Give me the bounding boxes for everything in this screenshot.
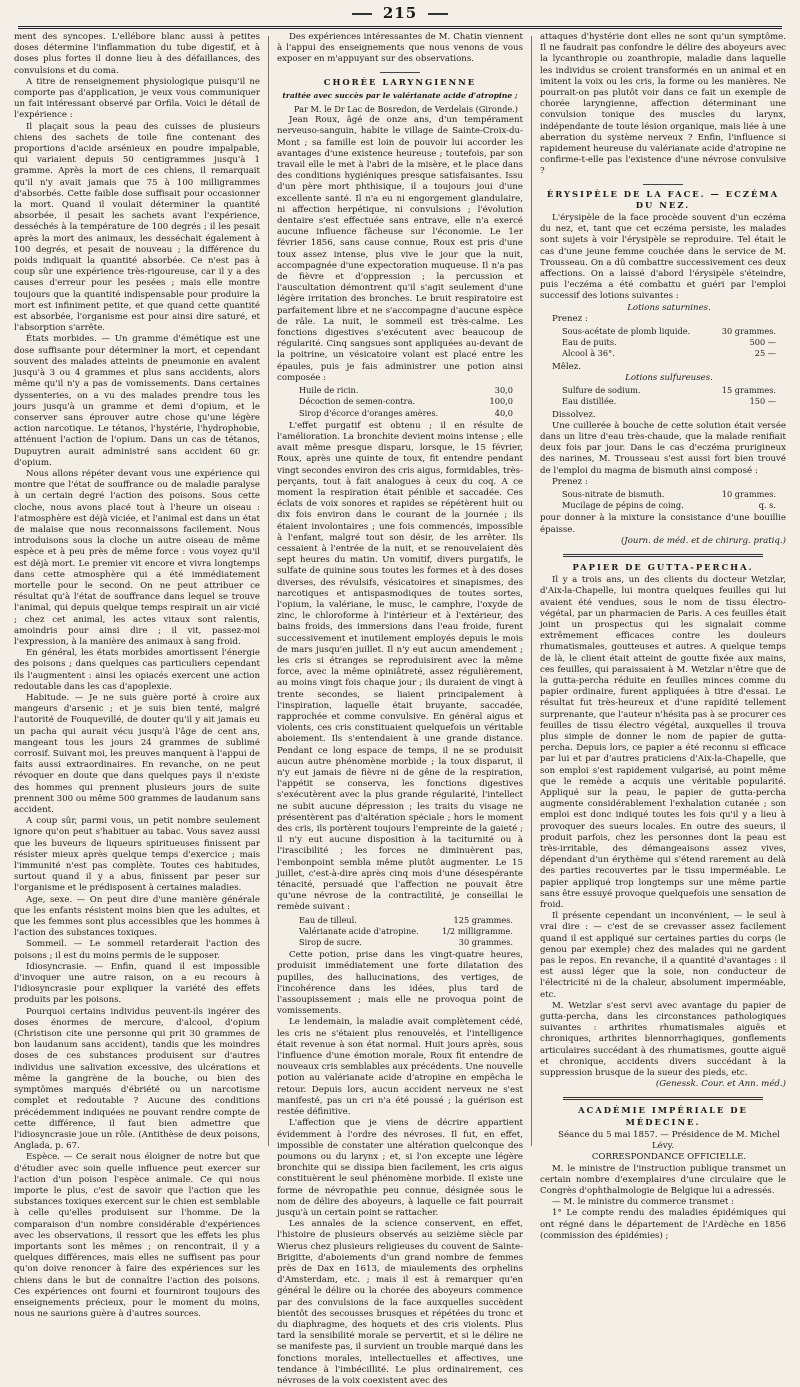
recipe-list [562, 326, 786, 360]
article-title: ÉRYSIPÈLE DE LA FACE. — ECZÉMA DU NEZ. [546, 188, 780, 210]
recipe-list [562, 489, 786, 511]
paragraph: Age, sexe. — On peut dire d'une manière générale que les enfants résistent moins bien que les adultes, et que les femmes sont plus accessibles que les hommes à l'action des substances toxiques. [14, 894, 260, 939]
recipe-title: Lotions sulfureuses. [625, 372, 713, 383]
paragraph: Jean Roux, âgé de onze ans, d'un tempérament nerveuso-sanguin, habite le village de Sainte-Croix-du-Mont ; sa famille est loin de pouvoir lui accorder les avantages d'une existence heureuse ; toutefois, par son travail elle le met à l'abri de la misère, et le place dans des conditions hygiéniques presque satisfaisantes. Issu d'un père mort phthisique, il a toujours joui d'une excellente santé. Il n'a eu ni engorgement glandulaire, ni affection herpétique, ni convulsions ; l'évolution dentaire s'est effectuée sans entrave, elle n'a exercé aucune influence fâcheuse sur l'économie. Le 1er février 1856, sans cause connue, Roux est pris d'une toux assez intense, plus vive le jour que la nuit, accompagnée d'une expectoration muqueuse. Il n'a pas de fièvre et d'oppression ; la percussion et l'auscultation démontrent qu'il s'agit seulement d'une légère irritation des bronches. Le bruit respiratoire est parfaitement libre et ne s'accompagne d'aucune espèce de râle. La nuit, le sommeil est très-calme. Les fonctions digestives s'exécutent avec beaucoup de régularité. Cinq sangsues sont appliquées au-devant de la poitrine, un vésicatoire volant est placé entre les épaules, puis je fais administrer une potion ainsi composée : [277, 115, 523, 383]
article-title: ACADÉMIE IMPÉRIALE DE MÉDECINE. [578, 1105, 748, 1127]
article-title: CHORÉE LARYNGIENNE [323, 76, 477, 87]
paragraph: — M. le ministre du commerce transmet : [552, 1197, 734, 1208]
recipe-row: Sirop d'écorce d'oranges amères. 40,0 [299, 407, 513, 418]
paragraph: Des expériences intéressantes de M. Chatin viennent à l'appui des enseignements que nous venons de vous exposer en m'appuyant sur des observations. [277, 32, 523, 65]
recipe-label: Mêlez. [552, 361, 581, 372]
section-rule [643, 184, 683, 185]
paragraph: A coup sûr, parmi vous, un petit nombre seulement ignore qu'on peut s'habituer au tabac. Vous savez aussi que les buveurs de liqueurs spiritueuses finissent par résister mieux après quelque temps d'exercice ; mais l'immunité n'est pas complète. Toutes ces habitudes, surtout quand il y a abus, finissent par peser sur l'organisme et le prédisposent à certaines maladies. [14, 816, 260, 894]
source-citation: (Genessk. Cour. et Ann. méd.) [655, 1079, 786, 1090]
paragraph: Habitude. — Je ne suis guère porté à croire aux mangeurs d'arsenic ; et je suis bien tenté, malgré l'autorité de Fouquevillé, de douter qu'il y ait jamais eu un pacha qui aurait vécu jusqu'à l'âge de cent ans, mangeant tous les jours 24 grammes de sublimé corrosif. Suivant moi, les preuves manquent à l'appui de faits aussi extraordinaires. En revanche, on ne peut révoquer en doute que dans quelques pays il n'existe des hommes qui prennent plusieurs jours de suite prennent 300 ou même 500 grammes de laudanum sans accident. [14, 692, 260, 816]
paragraph: Pourquoi certains individus peuvent-ils ingérer des doses énormes de mercure, d'alcool, d'opium (Christison cite une personne qui prit 30 grammes de bon laudanum sans accident), tandis que les moindres doses de ces substances produisent sur d'autres individus une salivation excessive, des ulcérations et même la gangrène de la bouche, ou bien des symptômes marqués d'ébriété ou un narcotisme complet et redoutable ? Aucune des conditions précédemment indiquées ne pouvant rendre compte de cette différence, il faut bien admettre que l'idiosyncrasie joue un rôle. (Antithèse de deux poisons, Anglada, p. 67. [14, 1006, 260, 1152]
section-rule [563, 1097, 763, 1100]
column-2 [277, 32, 523, 1386]
paragraph: Sommeil. — Le sommeil retarderait l'action des poisons ; il est du moins permis de le supposer. [14, 939, 260, 961]
paragraph: 1° Le compte rendu des maladies épidémiques qui ont régné dans le département de l'Ardèche en 1856 (commission des épidémies) ; [540, 1208, 786, 1241]
paragraph: A titre de renseignement physiologique puisqu'il ne comporte pas d'application, je veux vous communiquer un fait intéressant observé par Orfila. Voici le détail de l'expérience : [14, 76, 260, 121]
recipe-row: Eau de tilleul. 125 grammes. [299, 914, 513, 925]
paragraph: Nous allons répéter devant vous une expérience qui montre que l'état de souffrance ou de maladie paralyse à un certain degré l'action des poisons. Sous cette cloche, nous avons placé tout à l'heure un oiseau : l'atmosphère est déjà viciée, et l'animal est dans un état de malaise que nous reconnaissons facilement. Nous introduisons sous la cloche un autre oiseau de même espèce et à peu près de même force : vous voyez qu'il est déjà mort. Le premier vit encore et vivra longtemps dans cette atmosphère qui a été immédiatement mortelle pour le second. On ne peut attribuer ce résultat qu'à l'état de souffrance dans lequel se trouve l'animal, qui depuis quelque temps respirait un air vicié ; chez cet animal, les actes vitaux sont ralentis, amoindris pour ainsi dire ; il vit, passez-moi l'expression, à la manière des animaux à sang froid. [14, 468, 260, 647]
article-subtitle: traitée avec succès par le valérianate acide d'atropine ; [282, 90, 518, 100]
section-rule [380, 72, 420, 73]
paragraph: Cette potion, prise dans les vingt-quatre heures, produisit immédiatement une forte dilatation des pupilles, des hallucinations, des vertiges, de l'incohérence dans les idées, plus tard de l'assoupissement ; mais elle ne provoqua point de vomissements. [277, 950, 523, 1017]
paragraph: M. le ministre de l'instruction publique transmet un certain nombre d'exemplaires d'une circulaire que le Congrès d'ophthalmologie de Belgique lui a adressés. [540, 1163, 786, 1196]
paragraph: ment des syncopes. L'ellébore blanc aussi à petites doses détermine l'inflammation du tube digestif, et à doses plus fortes il donne lieu à des défaillances, des convulsions et du coma. [14, 32, 260, 76]
article-author: Par M. le Dr Lac de Bosredon, de Verdelais (Gironde.) [294, 104, 518, 115]
paragraph: pour donner à la mixture la consistance d'une bouillie épaisse. [540, 513, 786, 535]
recipe-list [299, 915, 523, 949]
paragraph: M. Wetzlar s'est servi avec avantage du papier de gutta-percha, dans les circonstances pathologiques suivantes : arthrites rhumatismales aiguës et chroniques, arthrites blennorrhagiques, gonflements articulaires succédant à des rhumatismes, goutte aiguë et chronique, accidents divers succédant à la suppression brusque de la sueur des pieds, etc. [540, 1000, 786, 1079]
column-divider [531, 36, 532, 1146]
recipe-row: Mucilage de pépins de coing. q. s. [562, 500, 776, 511]
recipe-row: Sous-acétate de plomb liquide. 30 grammes. [562, 326, 776, 337]
recipe-label: Prenez : [552, 476, 588, 487]
recipe-row: Sirop de sucre. 30 grammes. [299, 937, 513, 948]
header-rule [18, 26, 782, 29]
recipe-row: Décoction de semen-contra. 100,0 [299, 396, 513, 407]
recipe-label: Dissolvez. [552, 409, 596, 420]
paragraph: États morbides. — Un gramme d'émétique est une dose suffisante pour déterminer la mort, et cependant souvent des malades atteints de pneumonie en avalent jusqu'à 3 ou 4 grammes et plus sans accidents, alors même qu'il n'y a pas de vomissements. Dans certaines dyssenteries, on a vu des malades prendre tous les jours jusqu'à un gramme et demi d'opium, et le conserver sans éprouver autre chose qu'une légère action narcotique. Le tétanos, l'hystérie, l'hydrophobie, atténuent l'action de l'opium. Dans un cas de tétanos, Dupuytren aurait administré sans accident 60 gr. d'opium. [14, 334, 260, 468]
recipe-row: Valérianate acide d'atropine. 1/2 milligramme. [299, 925, 513, 936]
columns [14, 32, 786, 1386]
paragraph: Il présente cependant un inconvénient, — le seul à vrai dire : — c'est de se crevasser assez facilement quand il est appliqué sur certaines parties du corps (le genou par exemple) chez des malades qui ne gardent pas le repos. En revanche, il a quantité d'avantages : il est aussi léger que la soie, non conducteur de l'électricité ni de la chaleur, absolument imperméable, etc. [540, 911, 786, 1000]
recipe-row: Sulfure de sodium. 15 grammes. [562, 385, 776, 396]
paragraph: En général, les états morbides amortissent l'énergie des poisons ; dans quelques cas particuliers cependant ils l'augmentent : ainsi les opiacés exercent une action redoutable dans les cas d'apoplexie. [14, 648, 260, 692]
section-rule [563, 554, 763, 557]
recipe-title: Lotions saturnines. [627, 302, 711, 313]
section-heading: CORRESPONDANCE OFFICIELLE. [591, 1152, 747, 1163]
column-3 [540, 32, 786, 1241]
column-divider [268, 36, 269, 1146]
article-title: PAPIER DE GUTTA-PERCHA. [572, 561, 754, 572]
column-1 [14, 32, 260, 1320]
paragraph: Idiosyncrasie. — Enfin, quand il est impossible d'invoquer une autre raison, on a eu recours à l'idiosyncrasie pour expliquer la variété des effets produits par les poisons. [14, 961, 260, 1006]
recipe-row: Eau distillée. 150 — [562, 396, 776, 407]
recipe-label: Prenez : [552, 313, 588, 324]
paragraph: Une cuillerée à bouche de cette solution était versée dans un litre d'eau très-chaude, que la malade renifiait deux fois par jour. Dans le cas d'eczéma prurigineux des narines, M. Trousseau s'est aussi fort bien trouvé de l'emploi du magma de bismuth ainsi composé : [540, 420, 786, 476]
recipe-list [299, 385, 523, 419]
recipe-row: Eau de puits. 500 — [562, 337, 776, 348]
paragraph: attaques d'hystérie dont elles ne sont qu'un symptôme. Il ne faudrait pas confondre le délire des aboyeurs avec la lycanthropie ou zoanthropie, maladie dans laquelle les individus se croient transformés en un animal et en imitent la voix ou les cris, la forme ou les manières. Ne pourrait-on pas plutôt voir dans ce fait un exemple de chorée laryngienne, affection déterminant une convulsion tonique des muscles du larynx, indépendante de toute lésion organique, mais liée à une aberration du système nerveux ? Enfin, l'influence si rapidement heureuse du valérianate acide d'atropine ne confirme-t-elle pas l'existence d'une névrose convulsive ? [540, 32, 786, 177]
recipe-row: Alcool à 36°. 25 — [562, 348, 776, 359]
source-citation: (Journ. de méd. et de chirurg. pratiq.) [620, 535, 786, 546]
paragraph: L'érysipèle de la face procède souvent d'un eczéma du nez, et, tant que cet eczéma persiste, les malades sont sujets à voir l'érysipèle se reproduire. Tel était le cas d'une jeune femme couchée dans le service de M. Trousseau. On a dû combattre successivement ces deux affections. On a laissé d'abord l'érysipèle s'éteindre, puis l'eczéma a été combattu et guéri par l'emploi successif des lotions suivantes : [540, 213, 786, 302]
paragraph: Espèce. — Ce serait nous éloigner de notre but que d'étudier avec soin quelle influence peut exercer sur l'action d'un poison l'espèce animale. Ce qui nous importe le plus, c'est de savoir que l'action que les substances toxiques exercent sur le chien est semblable à celle qu'elles produisent sur l'homme. De la comparaison d'un nombre considérable d'expériences avec les observations, il ressort que les effets les plus importants sont les mêmes ; on rencontrait, il y a quelques différences, mais elles ne suffisent pas pour qu'on doive renoncer à faire des expériences sur les chiens dans le but de connaître l'action des poisons. Ces expériences ont fourni et fourniront toujours des enseignements précieux, pour le moment du moins, nous ne saurions guère à d'autres sources. [14, 1152, 260, 1320]
paragraph: L'affection que je viens de décrire appartient évidemment à l'ordre des névroses. Il fut, en effet, impossible de constater une altération quelconque des poumons ou du larynx ; et, si l'on excepte une légère bronchite qui se dissipa bien facilement, les cris aigus constituèrent le seul phénomène morbide. Il existe une forme de névropathie peu connue, désignée sous le nom de délire des aboyeurs, à laquelle ce fait pourrait jusqu'à un certain point se rattacher. [277, 1118, 523, 1218]
page-number: 215 [0, 4, 800, 22]
paragraph: Il plaçait sous la peau des cuisses de plusieurs chiens des sachets de toile fine contenant des proportions d'acide arsénieux en poudre impalpable, qui variaient depuis 50 centigrammes jusqu'à 1 gramme. Après la mort de ces chiens, il remarquait qu'il n'y avait jamais que 75 à 100 milligrammes d'absorbés. Cette faible dose suffisait pour occasionner la mort. Quand il voulait déterminer la quantité absorbée, il pesait les sachets avant l'expérience, desséchés à la température de 100 degrés ; il les pesait après la mort des animaux, les desséchait également à 100 degrés, et pesait de nouveau ; la différence du poids indiquait la quantité absorbée. Ce n'est pas à coup sûr une expérience très-rigoureuse, car il y a des causes d'erreur pour les pesées ; mais elle montre toujours que la quantité indispensable pour produire la mort est infiniment petite, et que quand cette quantité est absorbée, l'organisme est pour ainsi dire saturé, et l'absorption s'arrête. [14, 121, 260, 334]
paragraph: L'effet purgatif est obtenu ; il en résulte de l'amélioration. La bronchite devient moins intense ; elle avait même presque disparu, lorsque, le 15 février, Roux, après une quinte de toux, fit entendre pendant vingt secondes environ des cris aigus, formidables, très-perçants, tout à fait analogues à ceux du coq. A ce moment la respiration était pénible et saccadée. Ces éclats de voix sonores et rapides se répétèrent huit ou dix fois environ dans le courant de la journée ; ils étaient involontaires ; une fois commencés, impossible à l'enfant, malgré tout son désir, de les arrêter. Ils cessaient à l'entrée de la nuit, et se renouvelaient dès sept heures du matin. Un vomitif, divers purgatifs, le sulfate de quinine sous toutes les formes et à des doses diverses, des révulsifs, vésicatoires et sinapismes, des narcotiques et antispasmodiques de toutes sortes, l'opium, la valériane, le musc, le camphre, l'oxyde de zinc, le chloroforme à l'intérieur et à l'extérieur, des bains froids, des immersions dans l'eau froide, furent successivement et inutilement employés depuis le mois de mars jusqu'en juillet. Il n'y eut aucun amendement ; les cris si étranges se reproduisirent avec la même force, avec la même opiniâtreté, assez régulièrement, au moins vingt fois chaque jour ; ils duraient de vingt à trente secondes, se liaient principalement à l'inspiration, laquelle était bruyante, saccadée, rapprochée et comme convulsive. En général aigus et violents, ces cris constituaient quelquefois un véritable aboiement. Ils s'entendaient à une grande distance. Pendant ce long espace de temps, il ne se produisit aucun autre phénomène morbide ; la toux disparut, il n'y eut jamais de fièvre ni de gêne de la respiration, l'appétit se conserva, les fonctions digestives s'exécutèrent avec la plus grande régularité, l'intellect ne subit aucune dépression ; les traits du visage ne présentèrent pas d'altération spéciale ; hors le moment des cris, ils portèrent toujours l'empreinte de la gaieté ; il n'y eut aucune disposition à la taciturnité ou à l'irascibilité ; les forces ne diminuèrent pas, l'embonpoint sembla même plutôt augmenter. Le 15 juillet, c'est-à-dire après cinq mois d'une désespérante ténacité, persuadé que l'affection ne pouvait être qu'une névrose de la contractilité, je conseillai le remède suivant : [277, 420, 523, 913]
recipe-row: Huile de ricin. 30,0 [299, 385, 513, 396]
recipe-list [562, 385, 786, 407]
paragraph: Il y a trois ans, un des clients du docteur Wetzlar, d'Aix-la-Chapelle, lui montra quelques feuilles qui lui avaient été vendues, sous le nom de tissu électro-végétal, par un pharmacien de Paris. A ces feuilles était joint un prospectus qui les signalait comme extrêmement efficaces contre les douleurs rhumatismales, goutteuses et autres. A quelque temps de là, le client était atteint de goutte fixée aux mains, ces feuilles, qui paraissaient à M. Wetzlar n'être que de la gutta-percha réduite en feuilles minces comme du papier ordinaire, furent appliquées à titre d'essai. Le résultat fut très-heureux et d'une rapidité tellement surprenante, que l'auteur n'hésita pas à se procurer ces feuilles de tissu électro végétal, auxquelles il trouva plus simple de donner le nom de papier de gutta-percha. Depuis lors, ce papier a été reconnu si efficace par lui et par d'autres praticiens d'Aix-la-Chapelle, que son emploi s'est rapidement vulgarisé, au point même que le remède a acquis une véritable popularité. Appliqué sur la peau, le papier de gutta-percha augmente considérablement l'exhalation cutanée ; son emploi est donc indiqué toutes les fois qu'il y a lieu à provoquer des sueurs locales. En outre des sueurs, il produit parfois, chez les personnes dont la peau est très-irritable, des démangeaisons assez vives, dépendant d'un érythème qui s'étend rarement au delà des parties recouvertes par le tissu imperméable. Le papier appliqué trop longtemps sur une même partie sans être essuyé provoque quelquefois une sensation de froid. [540, 575, 786, 911]
paragraph: Le lendemain, la maladie avait complètement cédé, les cris ne s'étaient plus renouvelés, et l'intelligence était revenue à son état normal. Huit jours après, sous l'influence d'une émotion morale, Roux fit entendre de nouveaux cris semblables aux précédents. Une nouvelle potion au valérianate acide d'atropine en empêcha le retour. Depuis lors, aucun accident nerveux ne s'est manifesté, pas un cri n'a été poussé ; la guérison est restée définitive. [277, 1017, 523, 1118]
recipe-row: Sous-nitrate de bismuth. 10 grammes. [562, 488, 776, 499]
paragraph: Les annales de la science conservent, en effet, l'histoire de plusieurs observés au seizième siècle par Wierus chez plusieurs religieuses du couvent de Sainte-Brigitte, d'aboiements d'un grand nombre de femmes près de Dax en 1613, de miaulements des orphelins d'Amsterdam, etc. ; mais il est à remarquer qu'en général le délire ou la chorée des aboyeurs commence par des convulsions de la face auxquelles succèdent bientôt des secousses brusques et répétées du tronc et du diaphragme, des hoquets et des cris violents. Plus tard la sensibilité morale se pervertit, et si le délire ne se manifeste pas, il survient un trouble marqué dans les fonctions morales, intellectuelles et affectives, une tendance à l'imbécillité. Le plus ordinairement, ces névroses de la voix coexistent avec des [277, 1219, 523, 1386]
session-line: Séance du 5 mai 1857. — Présidence de M. Michel Lévy. [558, 1129, 780, 1152]
